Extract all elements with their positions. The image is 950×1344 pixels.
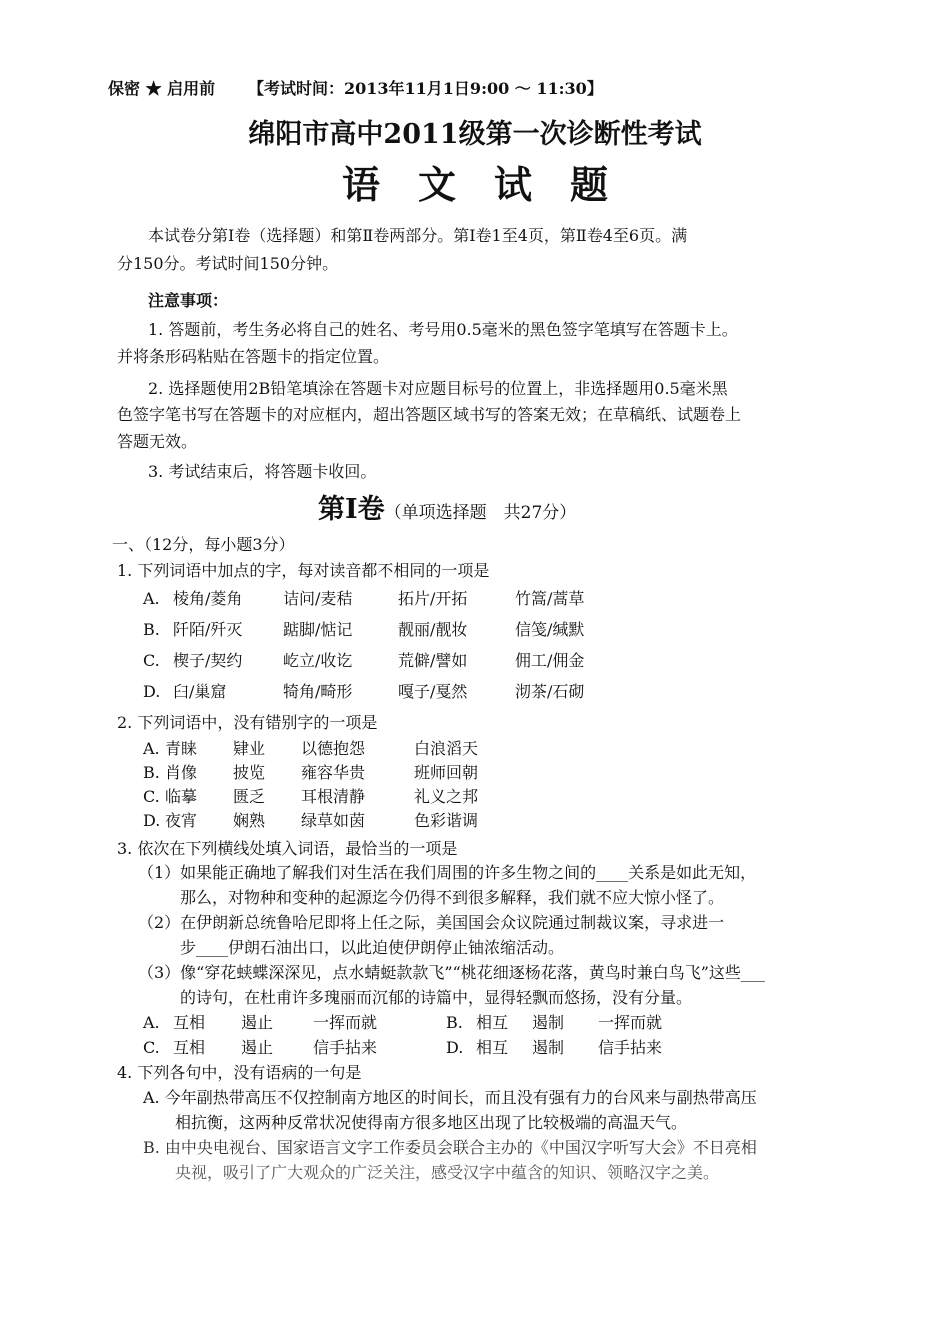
note-1-line-1: 1. 答题前，考生务必将自己的姓名、考号用0.5毫米的黑色签字笔填写在答题卡上。 xyxy=(148,320,738,339)
q4-option-b-line-1: B. 由中央电视台、国家语言文字工作委员会联合主办的《中国汉字听写大会》不日亮相 xyxy=(143,1138,757,1157)
q1-option-b: B. 阡陌/歼灭 踮脚/惦记 靓丽/靓妆 信笺/缄默 xyxy=(143,620,585,639)
q1-option-c: C. 楔子/契约 屹立/收讫 荒僻/譬如 佣工/佣金 xyxy=(143,651,585,670)
q3-option-b: B. 相互 遏制 一挥而就 xyxy=(446,1013,663,1032)
intro-line-2: 分150分。考试时间150分钟。 xyxy=(117,254,339,273)
q3-sentence-3-line-2: 的诗句，在杜甫许多瑰丽而沉郁的诗篇中，显得轻飘而悠扬，没有分量。 xyxy=(180,988,693,1007)
q4-stem: 4. 下列各句中，没有语病的一句是 xyxy=(117,1063,362,1082)
q3-option-a: A. 互相 遏止 一挥而就 xyxy=(143,1013,378,1032)
note-2-line-3: 答题无效。 xyxy=(117,432,198,451)
q3-option-d: D. 相互 遏制 信手拈来 xyxy=(446,1038,663,1057)
exam-name: 绵阳市高中2011级第一次诊断性考试 xyxy=(248,119,702,150)
note-3: 3. 考试结束后，将答题卡收回。 xyxy=(148,462,377,481)
q2-option-c: C. 临摹 匮乏 耳根清静 礼义之邦 xyxy=(143,787,479,806)
intro-line-1: 本试卷分第Ⅰ卷（选择题）和第Ⅱ卷两部分。第Ⅰ卷1至4页，第Ⅱ卷4至6页。满 xyxy=(148,226,688,245)
part-1-label: 一、（12分，每小题3分） xyxy=(112,535,295,554)
q2-option-b: B. 肖像 披览 雍容华贵 班师回朝 xyxy=(143,763,479,782)
notes-heading: 注意事项： xyxy=(148,291,229,310)
q3-sentence-2-line-2: 步____伊朗石油出口，以此迫使伊朗停止铀浓缩活动。 xyxy=(180,938,565,957)
section-1-subtitle: （单项选择题 共27分） xyxy=(384,503,577,523)
q4-option-a-line-1: A. 今年副热带高压不仅控制南方地区的时间长，而且没有强有力的台风来与副热带高压 xyxy=(143,1088,757,1107)
q2-stem: 2. 下列词语中，没有错别字的一项是 xyxy=(117,713,378,732)
q3-option-c: C. 互相 遏止 信手拈来 xyxy=(143,1038,378,1057)
note-1-line-2: 并将条形码粘贴在答题卡的指定位置。 xyxy=(117,347,390,366)
q3-sentence-3-line-1: （3）像“穿花蛱蝶深深见，点水蜻蜓款款飞”“桃花细逐杨花落，黄鸟时兼白鸟飞”这些___ xyxy=(138,963,765,982)
q3-sentence-2-line-1: （2）在伊朗新总统鲁哈尼即将上任之际，美国国会众议院通过制裁议案，寻求进一 xyxy=(138,913,725,932)
q2-option-a: A. 青睐 肄业 以德抱怨 白浪滔天 xyxy=(143,739,479,758)
q2-option-d: D. 夜宵 娴熟 绿草如茵 色彩谐调 xyxy=(143,811,479,830)
q4-option-b-line-2: 央视，吸引了广大观众的广泛关注，感受汉字中蕴含的知识、领略汉字之美。 xyxy=(175,1163,720,1182)
section-1-title: 第Ⅰ卷 xyxy=(318,494,385,525)
q3-stem: 3. 依次在下列横线处填入词语，最恰当的一项是 xyxy=(117,839,458,858)
paper-title: 语 文 试 题 xyxy=(341,162,608,207)
q3-sentence-1-line-1: （1）如果能正确地了解我们对生活在我们周围的许多生物之间的____关系是如此无知， xyxy=(138,863,757,882)
note-2-line-2: 色签字笔书写在答题卡的对应框内，超出答题区域书写的答案无效；在草稿纸、试题卷上 xyxy=(117,405,742,424)
q1-option-a: A. 棱角/菱角 诘问/麦秸 拓片/开拓 竹篙/蒿草 xyxy=(143,589,585,608)
q4-option-a-line-2: 相抗衡，这两种反常状况使得南方很多地区出现了比较极端的高温天气。 xyxy=(175,1113,688,1132)
q1-stem: 1. 下列词语中加点的字，每对读音都不相同的一项是 xyxy=(117,561,490,580)
note-2-line-1: 2. 选择题使用2B铅笔填涂在答题卡对应题目标号的位置上，非选择题用0.5毫米黑 xyxy=(148,379,728,398)
q3-sentence-1-line-2: 那么，对物种和变种的起源迄今仍得不到很多解释，我们就不应大惊小怪了。 xyxy=(180,888,725,907)
confidential-label: 保密 ★ 启用前 xyxy=(108,79,216,98)
q1-option-d: D. 臼/巢窟 犄角/畸形 嘎子/戛然 沏茶/石砌 xyxy=(143,682,585,701)
exam-time: 【考试时间：2013年11月1日9:00 ～ 11:30】 xyxy=(248,79,603,98)
section-1-heading xyxy=(318,494,576,529)
